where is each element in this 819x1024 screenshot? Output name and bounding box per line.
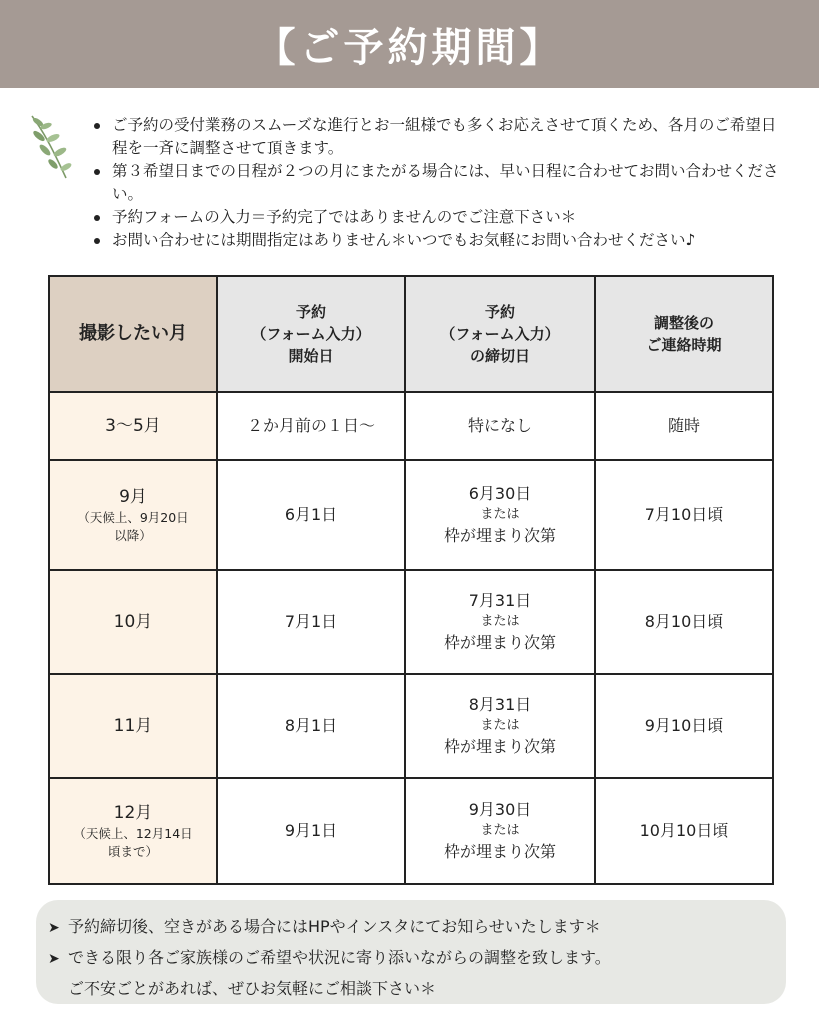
- table-row: [49, 778, 773, 884]
- notice-line: [48, 974, 786, 1003]
- table-row: [49, 674, 773, 778]
- deadline-cell: [405, 778, 595, 884]
- deadline-date: 7月31日: [468, 591, 532, 610]
- header-text: の締切日: [469, 347, 530, 365]
- contact-cell: 10月10日頃: [595, 778, 773, 884]
- header-text: 調整後の: [653, 314, 714, 332]
- header-text: 予約: [484, 303, 515, 321]
- notes-list: [90, 114, 790, 252]
- month-note: 以降）: [114, 528, 152, 543]
- deadline-note: 枠が埋まり次第: [443, 737, 556, 756]
- deadline-cell: [405, 460, 595, 570]
- note-item: 第３希望日までの日程が２つの月にまたがる場合には、早い日程に合わせてお問い合わせください。: [90, 160, 790, 206]
- table-row: [49, 570, 773, 674]
- header-shooting-month: [49, 276, 217, 392]
- arrow-icon: ➤: [48, 920, 60, 936]
- header-text: 予約: [295, 303, 326, 321]
- start-cell: 8月1日: [217, 674, 405, 778]
- deadline-date: 8月31日: [468, 695, 532, 714]
- deadline-note: 枠が埋まり次第: [443, 633, 556, 652]
- month-note: （天候上、12月14日: [73, 826, 193, 841]
- month-cell: [49, 460, 217, 570]
- header-start-date: [217, 276, 405, 392]
- deadline-or: または: [480, 718, 520, 733]
- header-deadline: [405, 276, 595, 392]
- note-item: お問い合わせには期間指定はありません＊いつでもお気軽にお問い合わせください♪: [90, 229, 790, 252]
- table-row: [49, 392, 773, 460]
- start-cell: 9月1日: [217, 778, 405, 884]
- deadline-date: 9月30日: [468, 800, 532, 819]
- contact-cell: 随時: [595, 392, 773, 460]
- header-contact-time: [595, 276, 773, 392]
- header-text: 開始日: [288, 347, 334, 365]
- bottom-notice-box: [36, 900, 786, 1004]
- deadline-or: または: [480, 507, 520, 522]
- notice-text: ご不安ごとがあれば、ぜひお気軽にご相談下さい＊: [68, 979, 437, 998]
- contact-cell: 7月10日頃: [595, 460, 773, 570]
- start-cell: ２か月前の１日〜: [217, 392, 405, 460]
- notice-text: 予約締切後、空きがある場合にはHPやインスタにてお知らせいたします＊: [68, 917, 601, 936]
- deadline-cell: [405, 392, 595, 460]
- month-label: 12月: [113, 803, 153, 823]
- deadline-cell: [405, 570, 595, 674]
- reservation-schedule-table: [48, 275, 774, 885]
- deadline-date: 特になし: [467, 416, 532, 435]
- header-text: ご連絡時期: [646, 336, 722, 354]
- deadline-cell: [405, 674, 595, 778]
- deadline-date: 6月30日: [468, 484, 532, 503]
- page-title: 【ご予約期間】: [255, 24, 564, 71]
- note-item: 予約フォームの入力＝予約完了ではありませんのでご注意下さい＊: [90, 206, 790, 229]
- month-note: 頃まで）: [107, 844, 158, 859]
- arrow-icon: ➤: [48, 951, 60, 967]
- leaf-sprig-icon: [26, 112, 74, 182]
- deadline-note: 枠が埋まり次第: [443, 842, 556, 861]
- header-banner: [0, 0, 819, 88]
- header-text: （フォーム入力）: [440, 325, 560, 343]
- deadline-note: 枠が埋まり次第: [443, 526, 556, 545]
- month-note: （天候上、9月20日: [77, 510, 189, 525]
- month-label: 9月: [119, 487, 147, 507]
- month-label: 11月: [113, 716, 153, 736]
- notice-text: できる限り各ご家族様のご希望や状況に寄り添いながらの調整を致します。: [68, 948, 611, 967]
- table-row: [49, 460, 773, 570]
- header-text: 撮影したい月: [79, 323, 187, 344]
- month-cell: [49, 392, 217, 460]
- month-cell: [49, 674, 217, 778]
- header-text: （フォーム入力）: [251, 325, 371, 343]
- notice-line: [48, 943, 786, 974]
- notice-line: [48, 912, 786, 943]
- deadline-or: または: [480, 823, 520, 838]
- month-label: 3〜5月: [105, 416, 161, 436]
- month-cell: [49, 778, 217, 884]
- deadline-or: または: [480, 614, 520, 629]
- contact-cell: 8月10日頃: [595, 570, 773, 674]
- month-cell: [49, 570, 217, 674]
- start-cell: 7月1日: [217, 570, 405, 674]
- start-cell: 6月1日: [217, 460, 405, 570]
- contact-cell: 9月10日頃: [595, 674, 773, 778]
- note-item: ご予約の受付業務のスムーズな進行とお一組様でも多くお応えさせて頂くため、各月のご希望日程を一斉に調整させて頂きます。: [90, 114, 790, 160]
- month-label: 10月: [113, 612, 153, 632]
- table-header-row: [49, 276, 773, 392]
